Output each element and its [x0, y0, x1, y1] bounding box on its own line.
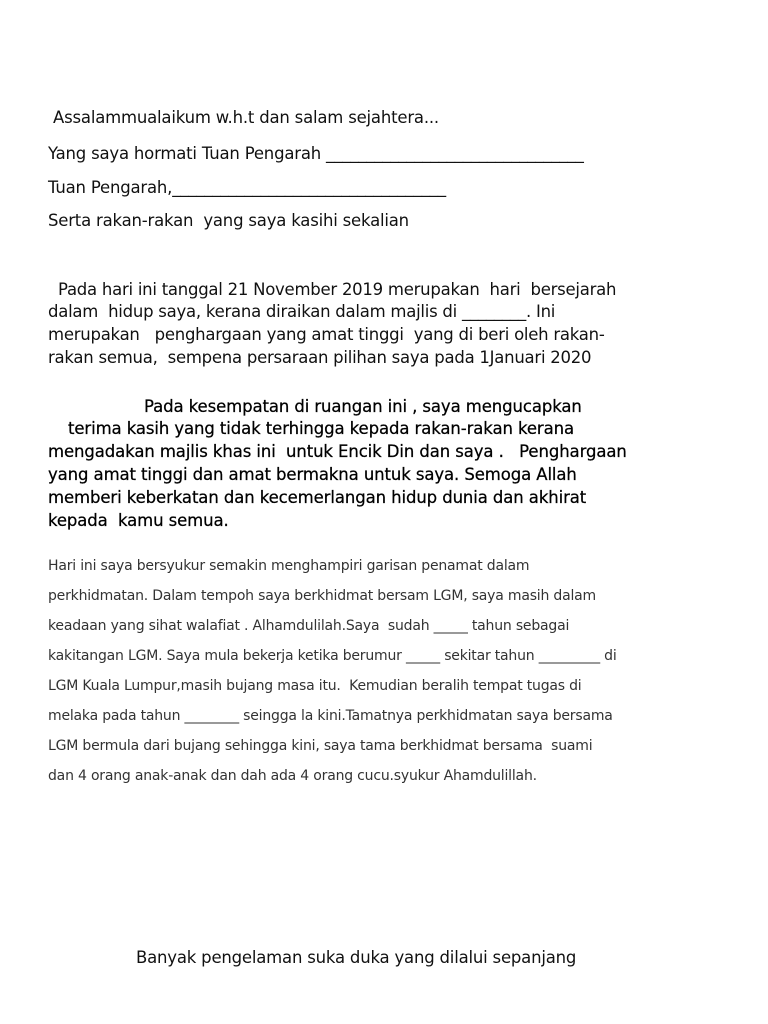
paragraph-line: perkhidmatan. Dalam tempoh saya berkhidmat bersam LGM, saya masih dalam — [48, 588, 596, 604]
paragraph-line: dan 4 orang anak-anak dan dah ada 4 orang cucu.syukur Ahamdulillah. — [48, 768, 537, 784]
paragraph-line: Hari ini saya bersyukur semakin menghampiri garisan penamat dalam — [48, 558, 530, 574]
paragraph-line: Pada kesempatan di ruangan ini , saya mengucapkan — [144, 397, 582, 416]
addressee-line: Tuan Pengarah,__________________________________ — [48, 178, 446, 197]
paragraph-line: terima kasih yang tidak terhingga kepada rakan-rakan kerana — [68, 419, 574, 438]
paragraph-line: memberi keberkatan dan kecemerlangan hidup dunia dan akhirat — [48, 488, 587, 507]
paragraph-line: kepada kamu semua. — [48, 511, 229, 530]
paragraph-line: keadaan yang sihat walafiat . Alhamdulilah.Saya sudah _____ tahun sebagai — [48, 618, 570, 634]
paragraph-line: rakan semua, sempena persaraan pilihan saya pada 1Januari 2020 — [48, 348, 592, 367]
paragraph-line: Pada hari ini tanggal 21 November 2019 merupakan hari bersejarah — [48, 280, 617, 299]
closing-line: Banyak pengelaman suka duka yang dilalui sepanjang — [136, 948, 577, 967]
greeting-line: Assalammualaikum w.h.t dan salam sejahtera... — [48, 108, 439, 127]
addressee-line: Yang saya hormati Tuan Pengarah ________________________________ — [48, 144, 584, 163]
paragraph-line: LGM Kuala Lumpur,masih bujang masa itu. Kemudian beralih tempat tugas di — [48, 678, 582, 694]
paragraph-line: melaka pada tahun ________ seingga la kini.Tamatnya perkhidmatan saya bersama — [48, 708, 613, 724]
paragraph-line: mengadakan majlis khas ini untuk Encik Din dan saya . Penghargaan — [48, 442, 627, 461]
paragraph-line: LGM bermula dari bujang sehingga kini, saya tama berkhidmat bersama suami — [48, 738, 593, 754]
paragraph-line: dalam hidup saya, kerana diraikan dalam majlis di ________. Ini — [48, 302, 556, 321]
paragraph-line: yang amat tinggi dan amat bermakna untuk saya. Semoga Allah — [48, 465, 577, 484]
paragraph-line: kakitangan LGM. Saya mula bekerja ketika berumur _____ sekitar tahun _________ di — [48, 648, 617, 664]
paragraph-line: merupakan penghargaan yang amat tinggi yang di beri oleh rakan- — [48, 325, 605, 344]
addressee-line: Serta rakan-rakan yang saya kasihi sekalian — [48, 211, 409, 230]
